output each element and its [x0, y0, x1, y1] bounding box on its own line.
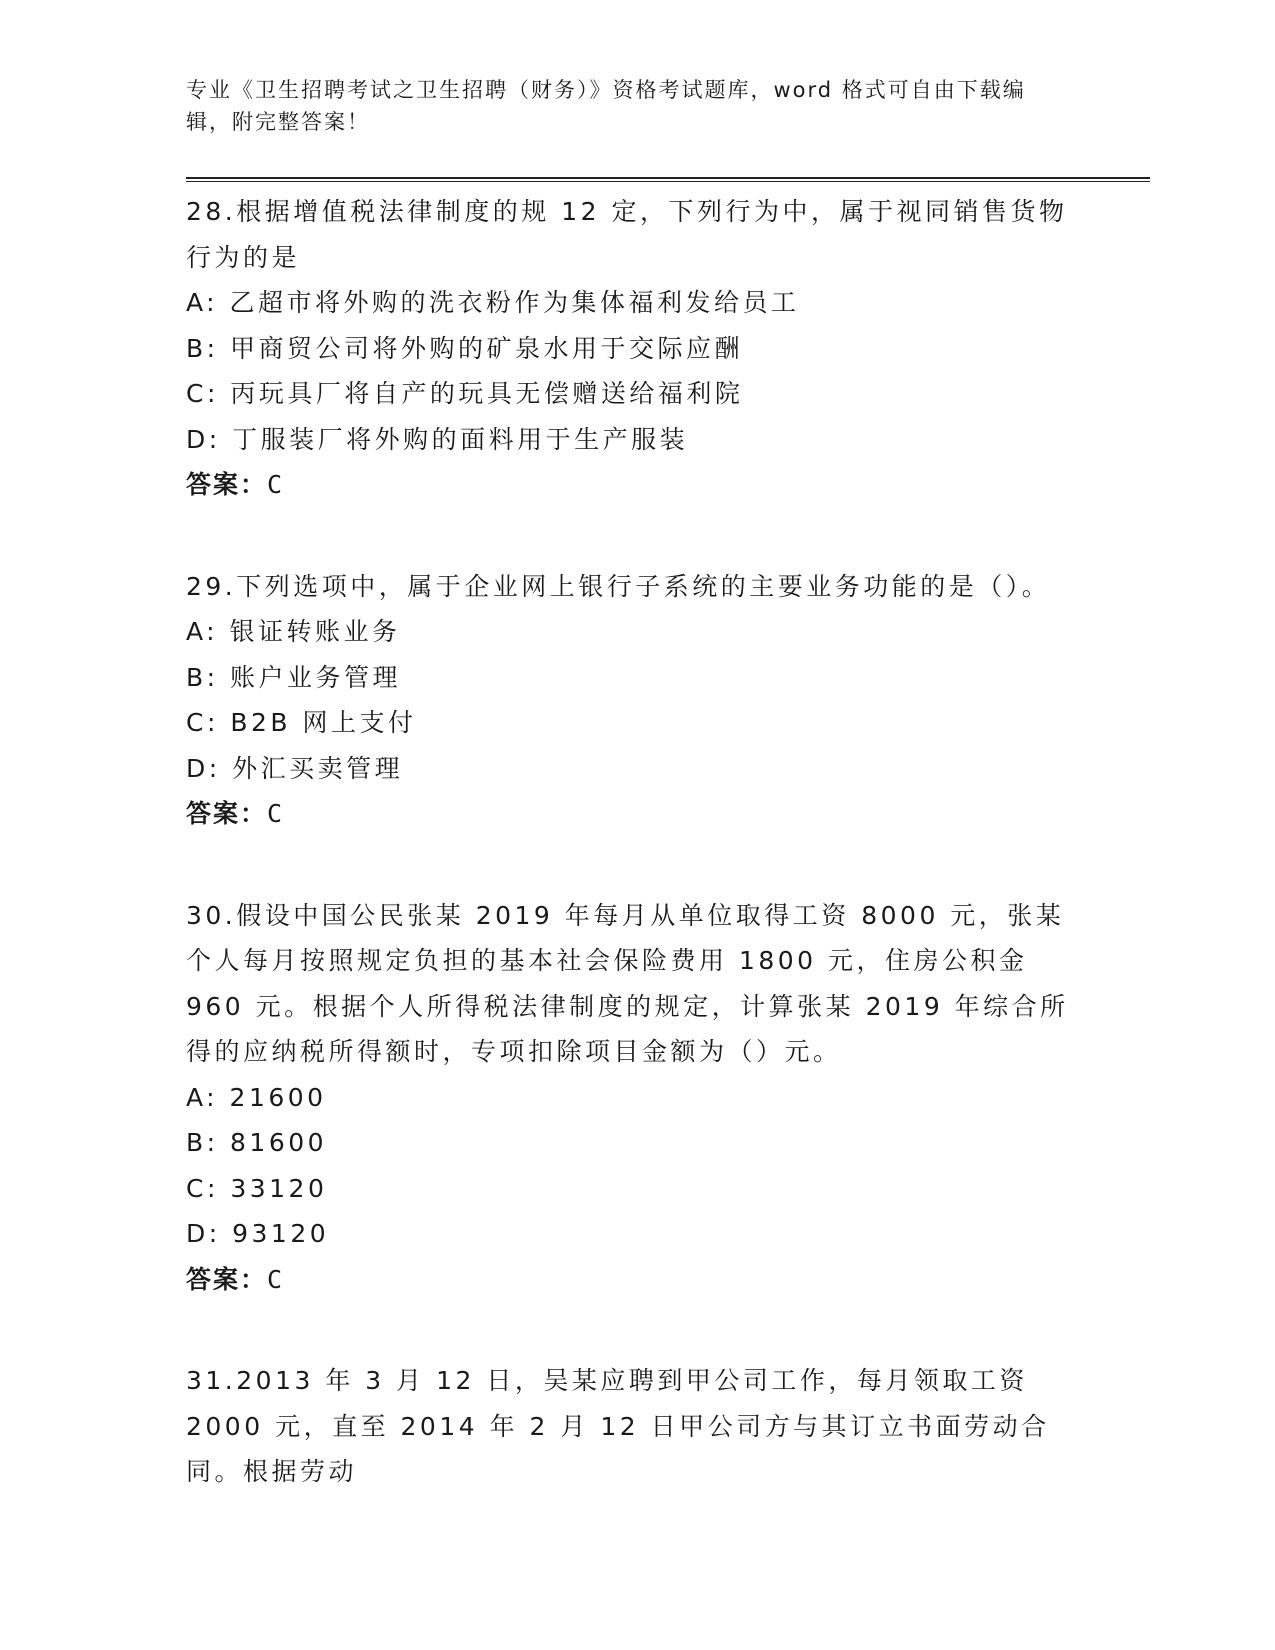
question-31: [186, 1358, 1086, 1495]
answer-line: [186, 462, 1086, 508]
question-stem: 29.下列选项中，属于企业网上银行子系统的主要业务功能的是（）。: [186, 571, 1051, 601]
question-stem: 28.根据增值税法律制度的规 12 定，下列行为中，属于视同销售货物行为的是: [186, 197, 1068, 272]
option-d: D: 93120: [186, 1219, 330, 1248]
answer-value: C: [267, 799, 285, 828]
answer-value: C: [267, 470, 285, 499]
option-c: C: B2B 网上支付: [186, 708, 417, 737]
option-d: D: 外汇买卖管理: [186, 753, 404, 783]
question-28: [186, 189, 1086, 508]
answer-value: C: [267, 1264, 285, 1294]
answer-line: [186, 791, 1086, 837]
option-a: A: 银证转账业务: [186, 617, 401, 646]
option-a: A: 21600: [186, 1082, 327, 1112]
option-c: C: 丙玩具厂将自产的玩具无偿赠送给福利院: [186, 379, 744, 408]
question-30: [186, 893, 1086, 1303]
header-divider: [186, 177, 1150, 182]
question-list: [186, 189, 1086, 1551]
option-a: A: 乙超市将外购的洗衣粉作为集体福利发给员工: [186, 288, 800, 317]
option-d: D: 丁服装厂将外购的面料用于生产服装: [186, 424, 689, 454]
answer-label: 答案：: [186, 1264, 268, 1294]
question-stem: 30.假设中国公民张某 2019 年每月从单位取得工资 8000 元，张某个人每月按照规定负担的基本社会保险费用 1800 元，住房公积金 960 元。根据个人所得税法律制度的规定，计算张某 2019 年综合所得的应纳税所得额时，专项扣除项目金额为（）元。: [186, 900, 1069, 1066]
answer-label: 答案：: [186, 799, 268, 828]
answer-line: [186, 1257, 1086, 1303]
option-b: B: 账户业务管理: [186, 662, 402, 692]
question-stem: 31.2013 年 3 月 12 日，吴某应聘到甲公司工作，每月领取工资 2000 元，直至 2014 年 2 月 12 日甲公司方与其订立书面劳动合同。根据劳动: [186, 1366, 1050, 1486]
option-c: C: 33120: [186, 1173, 328, 1203]
question-29: [186, 564, 1086, 837]
option-b: B: 81600: [186, 1128, 328, 1157]
answer-label: 答案：: [186, 470, 268, 499]
option-b: B: 甲商贸公司将外购的矿泉水用于交际应酬: [186, 333, 744, 363]
page-header: 专业《卫生招聘考试之卫生招聘（财务）》资格考试题库，word 格式可自由下载编辑，附完整答案！: [186, 78, 1026, 134]
